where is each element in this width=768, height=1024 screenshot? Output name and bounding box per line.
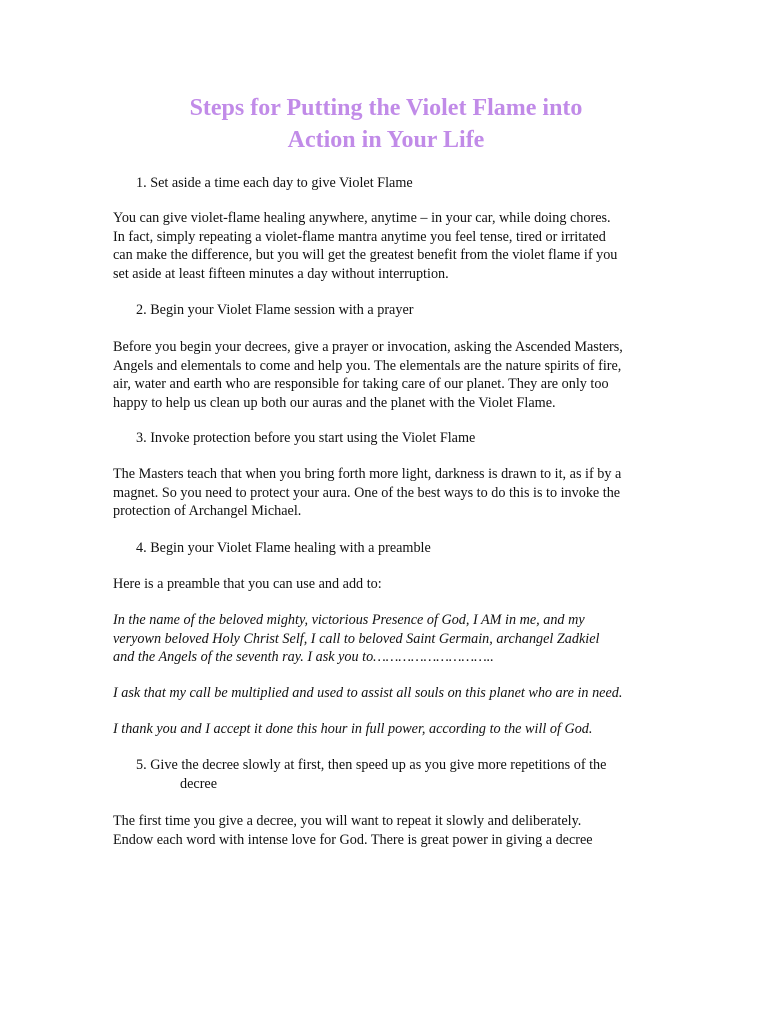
paragraph-line: set aside at least fifteen minutes a day without interruption. [113, 265, 449, 282]
page-title [0, 92, 768, 156]
paragraph-line: magnet. So you need to protect your aura. One of the best ways to do this is to invoke the [113, 484, 621, 501]
step-3 [136, 429, 676, 448]
step-4 [136, 539, 676, 558]
paragraph-decree [113, 812, 665, 849]
step-text: Set aside a time each day to give Violet Flame [150, 175, 413, 191]
paragraph-line: In the name of the beloved mighty, victorious Presence of God, I AM in me, and my [113, 612, 585, 628]
title-line-1: Steps for Putting the Violet Flame into [189, 95, 583, 121]
paragraph-line: Endow each word with intense love for God. There is great power in giving a decree [113, 831, 593, 848]
preamble-thanks [113, 720, 665, 739]
paragraph-line: In fact, simply repeating a violet-flame mantra anytime you feel tense, tired or irritated [113, 228, 606, 245]
paragraph-line: can make the difference, but you will get the greatest benefit from the violet flame if you [113, 247, 618, 263]
preamble-text [113, 611, 665, 667]
step-5 [136, 756, 676, 793]
paragraph-line: protection of Archangel Michael. [113, 503, 302, 519]
paragraph-line: Here is a preamble that you can use and add to: [113, 576, 382, 592]
step-1 [136, 174, 676, 193]
paragraph-line: I thank you and I accept it done this hour in full power, according to the will of God. [113, 721, 593, 737]
paragraph-line: I ask that my call be multiplied and used to assist all souls on this planet who are in need. [113, 685, 623, 701]
paragraph-preamble-intro [113, 575, 665, 594]
step-text: Begin your Violet Flame healing with a preamble [150, 540, 431, 556]
step-number: 4. [136, 540, 147, 556]
step-number: 5. [136, 757, 147, 773]
paragraph-line: Before you begin your decrees, give a prayer or invocation, asking the Ascended Masters, [113, 339, 623, 355]
step-number: 1. [136, 175, 147, 191]
paragraph-line: Angels and elementals to come and help you. The elementals are the nature spirits of fire, [113, 357, 622, 374]
step-text: Begin your Violet Flame session with a prayer [150, 302, 414, 318]
paragraph-line: happy to help us clean up both our auras and the planet with the Violet Flame. [113, 394, 556, 411]
paragraph-line: veryown beloved Holy Christ Self, I call to beloved Saint Germain, archangel Zadkiel [113, 630, 600, 647]
step-text: Invoke protection before you start using the Violet Flame [150, 430, 476, 446]
step-number: 2. [136, 302, 147, 318]
step-text-continuation: decree [180, 775, 218, 792]
title-line-2: Action in Your Life [287, 127, 485, 153]
paragraph-prayer [113, 338, 665, 412]
step-text: Give the decree slowly at first, then speed up as you give more repetitions of the [150, 757, 607, 773]
paragraph-line: air, water and earth who are responsible for taking care of our planet. They are only too [113, 376, 609, 392]
paragraph-line: The first time you give a decree, you will want to repeat it slowly and deliberately. [113, 813, 582, 829]
step-number: 3. [136, 430, 147, 446]
step-2 [136, 301, 676, 320]
paragraph-line: The Masters teach that when you bring forth more light, darkness is drawn to it, as if by a [113, 466, 622, 482]
paragraph-protection [113, 465, 665, 521]
paragraph-line: and the Angels of the seventh ray. I ask you to……………………….. [113, 649, 494, 665]
paragraph-line: You can give violet-flame healing anywhere, anytime – in your car, while doing chores. [113, 210, 611, 226]
preamble-call [113, 684, 665, 703]
paragraph-anywhere-anytime [113, 209, 665, 283]
